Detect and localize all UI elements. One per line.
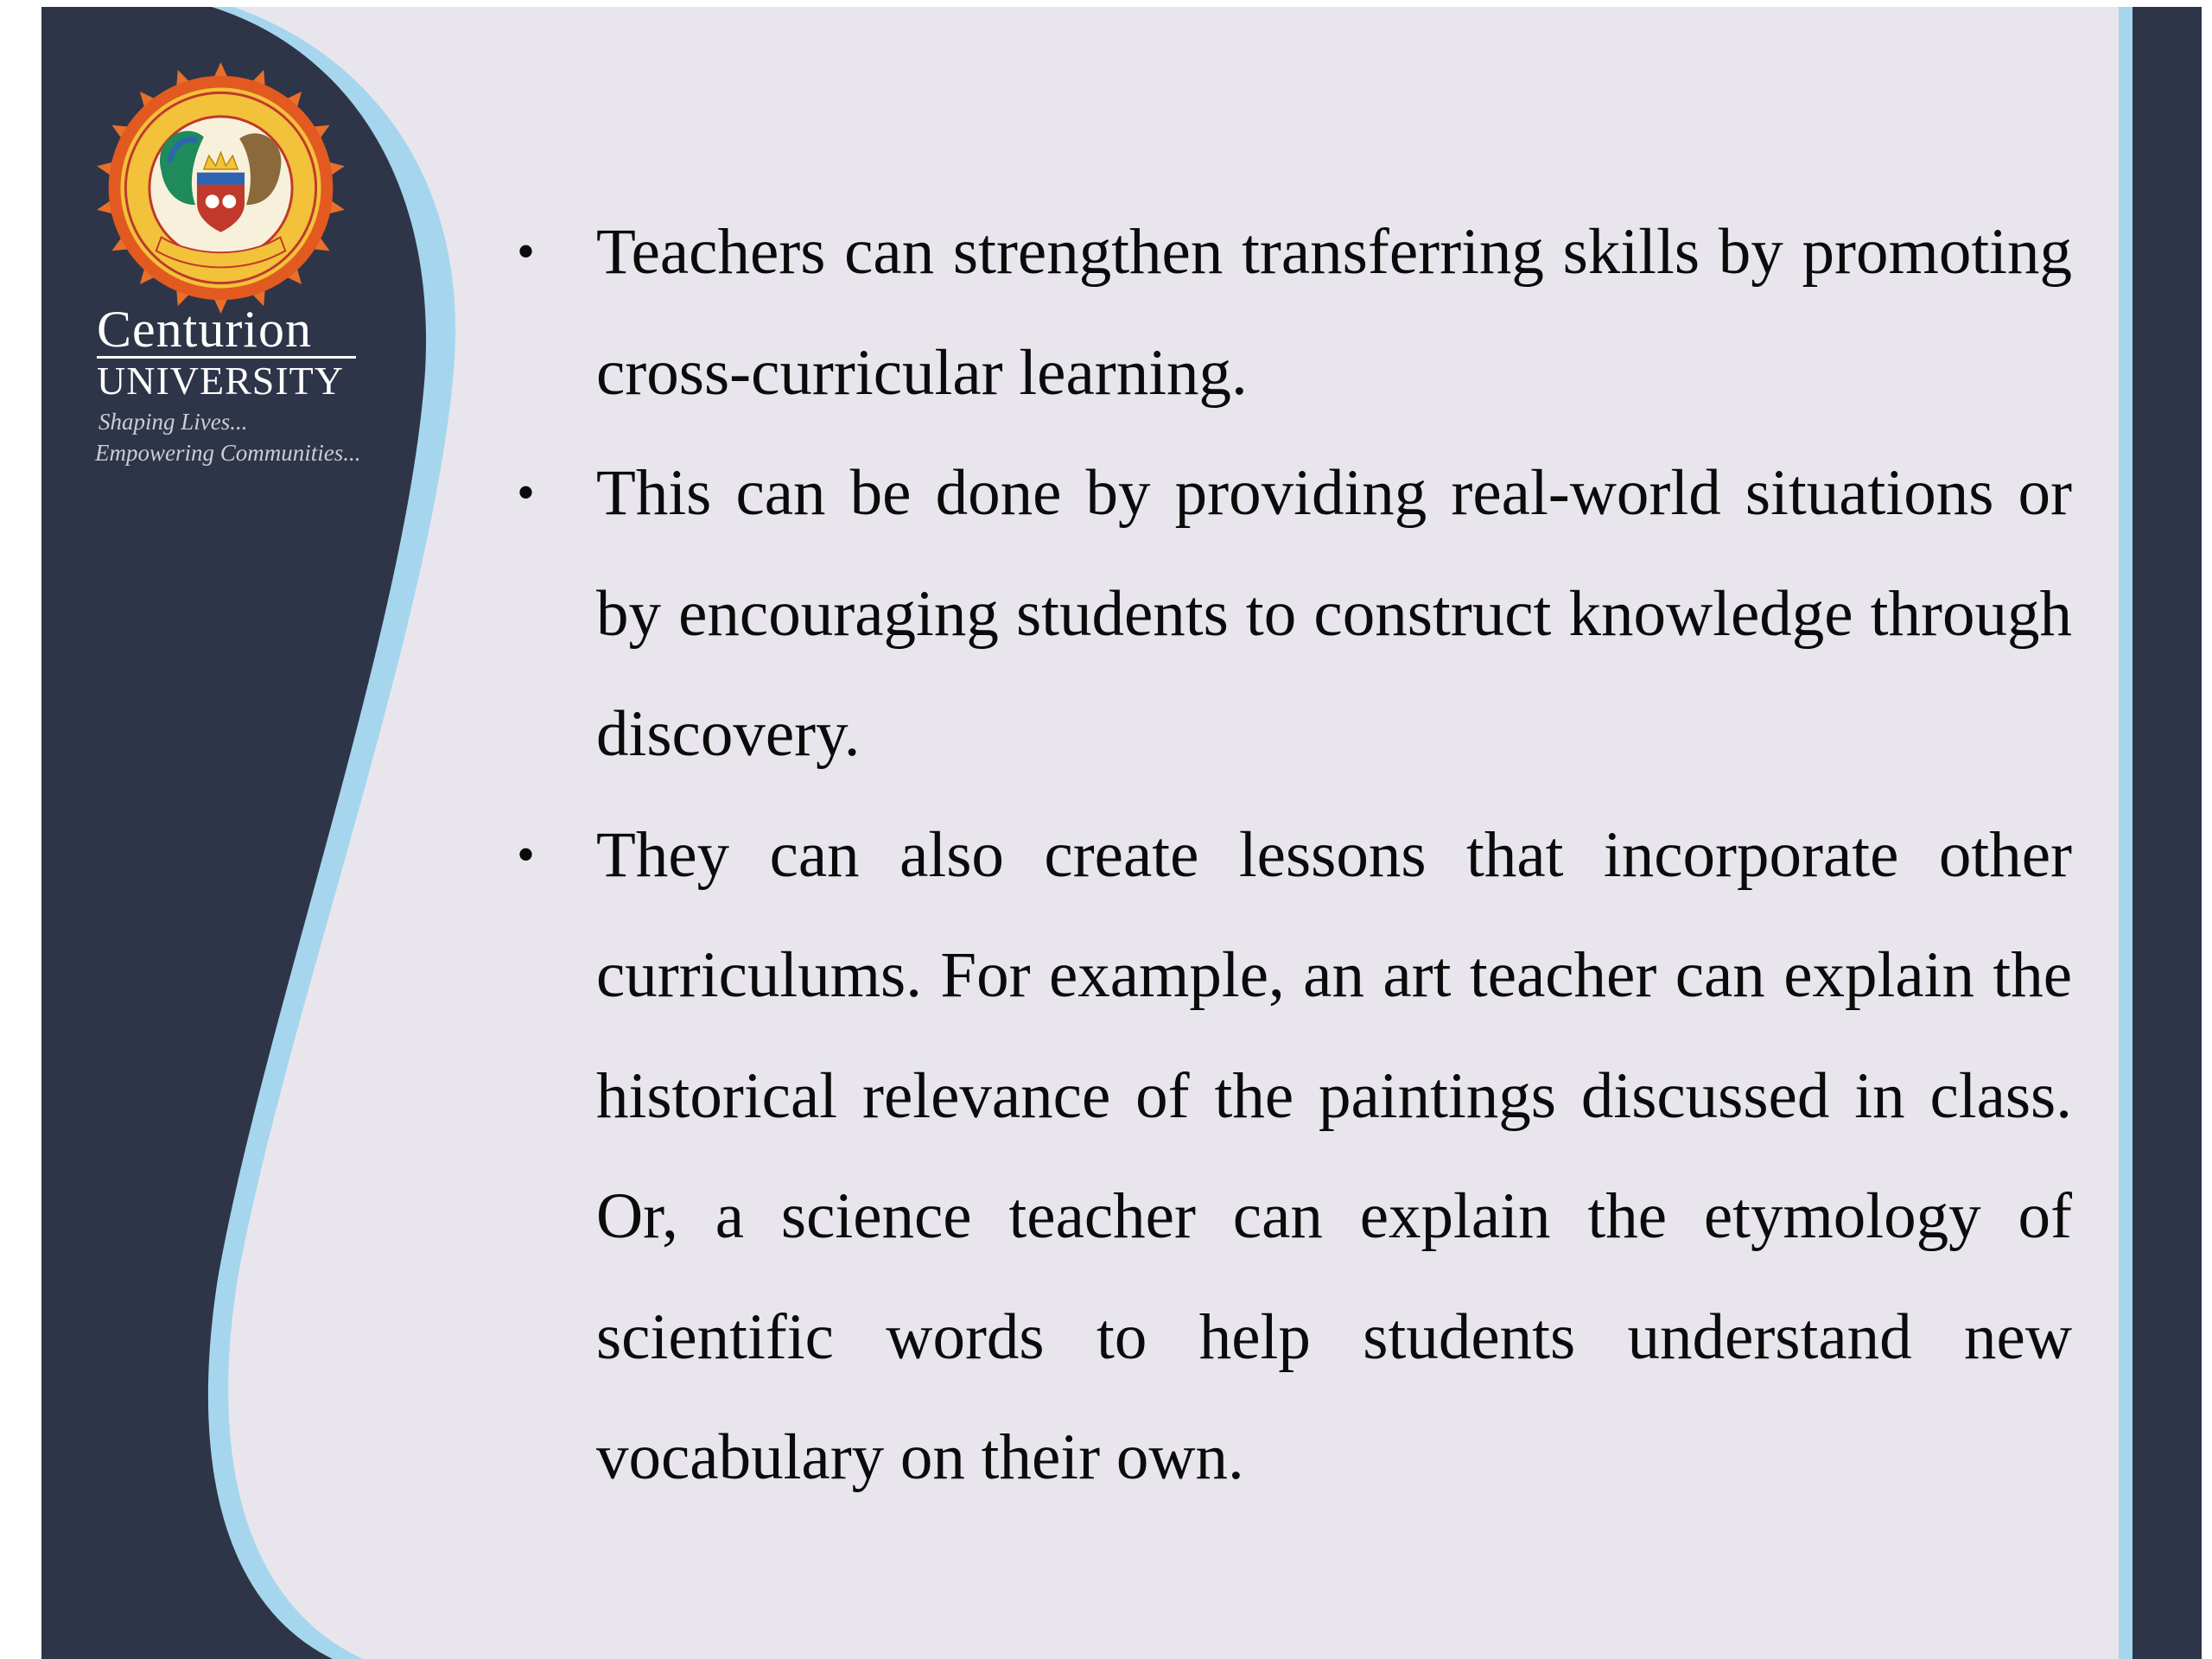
bullet-text: This can be done by providing real-world situations or by encouraging students to construct knowledge through discovery. [596,457,2072,770]
bullet-list [510,192,2072,1518]
brand-subtitle: UNIVERSITY [97,359,344,403]
brand-name: Centurion [97,302,356,359]
bullet-text: Teachers can strengthen transferring skills by promoting cross-curricular learning. [596,216,2072,409]
bullet-item [510,192,2072,433]
right-navy-strip [2133,7,2202,1659]
bullet-text: They can also create lessons that incorporate other curriculums. For example, an art teacher can explain the historical relevance of the paintings discussed in class. Or, a science teacher can explain the etymology of scientific words to help students understand new vocabulary on their own. [596,818,2072,1493]
bullet-icon: • [517,825,536,883]
tagline-line-2: Empowering Communities... [95,440,361,466]
tagline-line-1: Shaping Lives... [99,409,248,435]
bullet-icon: • [517,223,536,280]
right-accent-stripe [2119,7,2134,1659]
bullet-item [510,433,2072,795]
bullet-item [510,795,2072,1518]
university-seal-icon [93,60,348,315]
tagline [95,406,406,468]
bullet-icon: • [517,464,536,521]
